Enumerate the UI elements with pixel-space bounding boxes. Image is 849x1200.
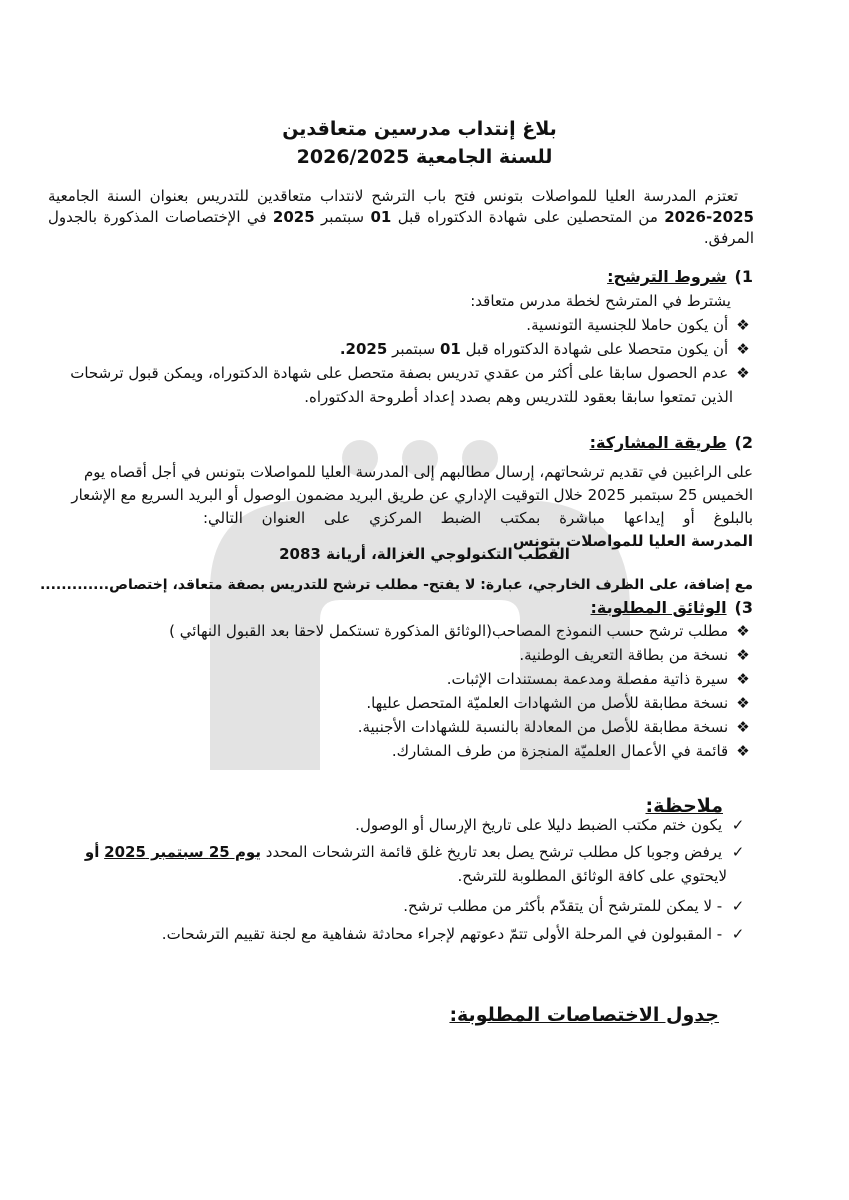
intro-paragraph: تعتزم المدرسة العليا للمواصلات بتونس فتح باب الترشح لانتداب متعاقدين للتدريس بعنوان السنة الجامعية 2025-2026 من المتحصلين على شهادة الدكتوراه قبل 01 سبتمبر 2025 في الإختصاصات المذكورة بالجدول المرفق. <box>48 187 754 247</box>
diamond-bullet-icon: ❖ <box>736 646 750 664</box>
diamond-bullet-icon: ❖ <box>736 694 750 712</box>
diamond-bullet-icon: ❖ <box>736 316 750 334</box>
section1-lead: يشترط في المترشح لخطة مدرس متعاقد: <box>470 292 731 310</box>
list-item: ❖ مطلب ترشح حسب النموذج المصاحب(الوثائق المذكورة تستكمل لاحقا بعد القبول النهائي ) <box>169 621 753 642</box>
list-item: ❖ سيرة ذاتية مفصلة ومدعمة بمستندات الإثبات. <box>447 669 753 690</box>
list-item: ❖ عدم الحصول سابقا على أكثر من عقدي تدريس بصفة متحصل على شهادة الدكتوراه، ويمكن قبول ترشحات <box>70 363 753 384</box>
address-line: القطب التكنولوجي الغزالة، أريانة 2083 <box>279 545 570 563</box>
checkmark-icon: ✓ <box>731 925 745 943</box>
checkmark-icon: ✓ <box>731 816 745 834</box>
page-subtitle: للسنة الجامعية 2026/2025 <box>296 146 553 168</box>
section3-heading: 3)الوثائق المطلوبة: <box>590 598 753 617</box>
list-item: ❖ نسخة مطابقة للأصل من المعادلة بالنسبة للشهادات الأجنبية. <box>358 717 753 738</box>
envelope-note: مع إضافة، على الظرف الخارجي، عبارة: لا يفتح- مطلب ترشح للتدريس بصفة متعاقد، إختصاص............. <box>39 577 753 593</box>
address-line: المدرسة العليا للمواصلات بتونس <box>512 532 753 550</box>
list-item: ❖ نسخة من بطاقة التعريف الوطنية. <box>519 645 753 666</box>
diamond-bullet-icon: ❖ <box>736 364 750 382</box>
diamond-bullet-icon: ❖ <box>736 742 750 760</box>
list-item: ❖ قائمة في الأعمال العلميّة المنجزة من طرف المشارك. <box>392 741 753 762</box>
list-item: ❖ أن يكون متحصلا على شهادة الدكتوراه قبل 01 سبتمبر 2025. <box>340 339 753 360</box>
diamond-bullet-icon: ❖ <box>736 670 750 688</box>
note-item: ✓ - لا يمكن للمترشح أن يتقدّم بأكثر من مطلب ترشح. <box>403 894 749 918</box>
note-item: ✓ - المقبولون في المرحلة الأولى تتمّ دعوتهم لإجراء محادثة شفاهية مع لجنة تقييم الترشحات. <box>162 922 749 946</box>
section2-line: الخميس 25 سبتمبر 2025 خلال التوقيت الإداري عن طريق البريد مضمون الوصول أو البريد السريع مع الإشعار <box>71 486 753 504</box>
section1-heading: 1)شروط الترشح: <box>607 267 753 286</box>
diamond-bullet-icon: ❖ <box>736 622 750 640</box>
notes-heading: ملاحظة: <box>645 795 723 817</box>
note-item: ✓ يرفض وجوبا كل مطلب ترشح يصل بعد تاريخ غلق قائمة الترشحات المحدد يوم 25 سبتمبر 2025 أو <box>46 840 749 864</box>
section2-line: على الراغبين في تقديم ترشحاتهم، إرسال مطالبهم إلى المدرسة العليا للمواصلات بتونس في أجل أقصاه يوم <box>84 463 753 481</box>
list-item: ❖ نسخة مطابقة للأصل من الشهادات العلميّة المتحصل عليها. <box>366 693 753 714</box>
page-title: بلاغ إنتداب مدرسين متعاقدين <box>282 118 557 140</box>
section2-heading: 2)طريقة المشاركة: <box>589 433 753 452</box>
list-item: ❖ أن يكون حاملا للجنسية التونسية. <box>526 315 753 336</box>
diamond-bullet-icon: ❖ <box>736 340 750 358</box>
checkmark-icon: ✓ <box>731 843 745 861</box>
diamond-bullet-icon: ❖ <box>736 718 750 736</box>
note-item: ✓ يكون ختم مكتب الضبط دليلا على تاريخ الإرسال أو الوصول. <box>355 813 749 837</box>
table-heading: جدول الاختصاصات المطلوبة: <box>449 1004 719 1026</box>
section2-line: بالبلوغ أو إيداعها مباشرة بمكتب الضبط المركزي على العنوان التالي: <box>202 509 753 527</box>
list-item-continuation: الذين تمتعوا سابقا بعقود للتدريس وهم بصدد إعداد أطروحة الدكتوراه. <box>304 388 733 406</box>
checkmark-icon: ✓ <box>731 897 745 915</box>
note-item-continuation: لايحتوي على كافة الوثائق المطلوبة للترشح. <box>457 867 727 885</box>
